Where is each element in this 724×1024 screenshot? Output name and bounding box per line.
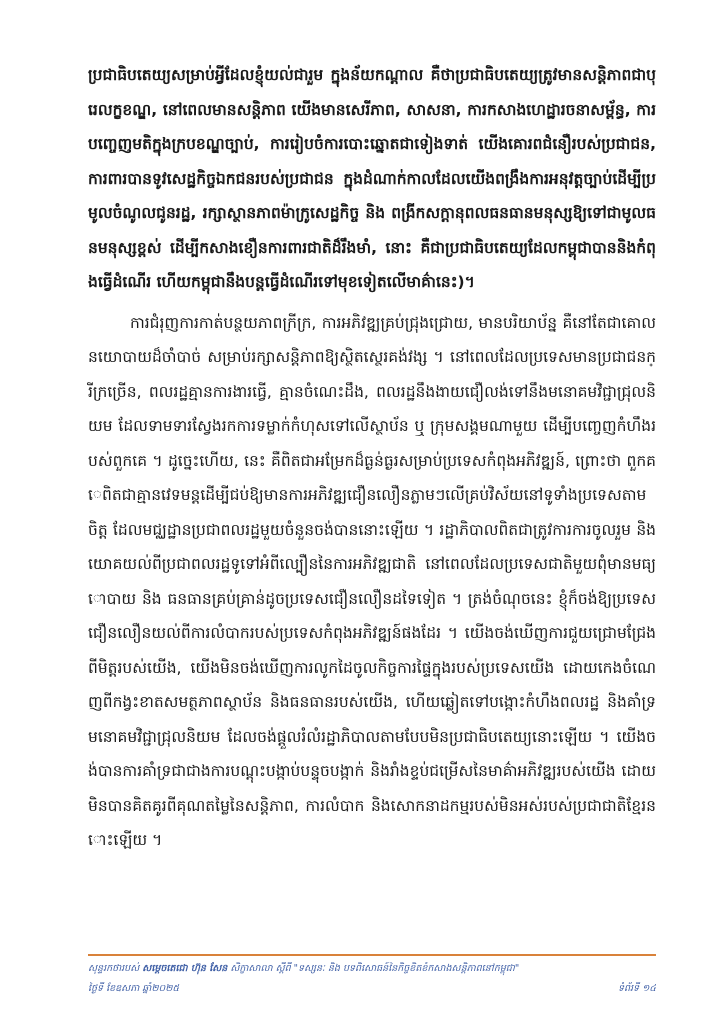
- paragraph-democracy: ប្រជាធិបតេយ្យសម្រាប់អ្វីដែលខ្ញុំយល់ជារួម ក្នុងន័យកណ្តាល គឺថាប្រជាធិបតេយ្យត្រូវមានសន្តិភាពជាបុរេលក្ខខណ្ឌ, នៅពេលមានសន្តិភាព យើងមានសេរីភាព, សាសនា, ការកសាងហេដ្ឋារចនាសម្ព័ន្ធ, ការបញ្ចេញមតិក្នុងក្របខណ្ឌច្បាប់, ការរៀបចំការបោះឆ្នោតជាទៀងទាត់ យើងគោរពជំនឿរបស់ប្រជាជន, ការពារបានទូវសេដ្ឋកិច្ចឯកជនរបស់ប្រជាជន ក្នុងដំណាក់កាលដែលយើងពង្រឹងការអនុវត្តច្បាប់ដើម្បីប្រមូលចំណូលជូនរដ្ឋ, រក្សាស្ថានភាពម៉ាក្រូសេដ្ឋកិច្ច និង ពង្រីកសក្តានុពលធនធានមនុស្សឱ្យទៅជាមូលធនមនុស្សខ្ពស់ ដើម្បីកសាងខឿនការពារជាតិដ៏រឹងមាំ, នោះ គឺជាប្រជាធិបតេយ្យដែលកម្ពុជាបាននិងកំពុងធ្វើដំណើរ ហើយកម្ពុជានឹងបន្តធ្វើដំណើរទៅមុខទៀតលើមាគ៌ានេះ)។: [88, 66, 656, 291]
- footer-divider: [88, 954, 656, 956]
- footer-speaker-name: សម្តេចតេជោ ហ៊ុន សែន: [142, 963, 228, 974]
- page-number: ទំព័រទី ១៤: [617, 983, 656, 994]
- footer-date: ថ្ងៃទី ខែឧសភា ឆ្នាំ២០២៥: [88, 983, 180, 994]
- paragraph-poverty-reduction: ការជំរុញការកាត់បន្ថយភាពក្រីក្រ, ការអភិវឌ្ឍគ្រប់ជ្រុងជ្រោយ, មានបរិយាប័ន្ន គឺនៅតែជាគោលនយោបាយដ៏ចាំបាច់ សម្រាប់រក្សាសន្តិភាពឱ្យស្ថិតស្ថេរគង់វង្ស ។ នៅពេលដែលប្រទេសមានប្រជាជនក្រីក្រច្រើន, ពលរដ្ឋគ្មានការងារធ្វើ, គ្មានចំណេះដឹង, ពលរដ្ឋនឹងងាយជឿលង់ទៅនឹងមនោគមវិជ្ជាជ្រុលនិយម ដែលទាមទារស្វែងរកការទម្លាក់កំហុសទៅលើស្ថាប័ន ឬ ក្រុមសង្គមណាមួយ ដើម្បីបញ្ចេញកំហឹងរបស់ពួកគេ ។ ដូច្នេះហើយ, នេះ គឺពិតជាអម្រែកដ៏ធ្ងន់ធ្ងរសម្រាប់ប្រទេសកំពុងអភិវឌ្ឍន៍, ព្រោះថា ពួកគេពិតជាគ្មានវេទមន្តដើម្បីជប់ឱ្យមានការអភិវឌ្ឍជឿនលឿនភ្លាមៗលើគ្រប់វិស័យនៅទូទាំងប្រទេសតាមចិត្ត ដែលមជ្ឈដ្ឋានប្រជាពលរដ្ឋមួយចំនួនចង់បាននោះឡើយ ។ រដ្ឋាភិបាលពិតជាត្រូវការការចូលរួម និង យោគយល់ពីប្រជាពលរដ្ឋទូទៅអំពីល្បឿននៃការអភិវឌ្ឍជាតិ នៅពេលដែលប្រទេសជាតិមួយពុំមានមធ្យោបាយ និង ធនធានគ្រប់គ្រាន់ដូចប្រទេសជឿនលឿនដទៃទៀត ។ ត្រង់ចំណុចនេះ ខ្ញុំក៏ចង់ឱ្យប្រទេសជឿនលឿនយល់ពីការលំបាករបស់ប្រទេសកំពុងអភិវឌ្ឍន៍ផងដែរ ។ យើងចង់ឃើញការជួយជ្រោមជ្រែងពីមិត្តរបស់យើង, យើងមិនចង់ឃើញការលូកដៃចូលកិច្ចការផ្ទៃក្នុងរបស់ប្រទេសយើង ដោយកេងចំណេញពីកង្វះខាតសមត្ថភាពស្ថាប័ន និងធនធានរបស់យើង, ហើយឆ្លៀតទៅបង្កោះកំហឹងពលរដ្ឋ និងគាំទ្រមនោគមវិជ្ជាជ្រុលនិយម ដែលចង់ផ្តួលរំលំរដ្ឋាភិបាលតាមបែបមិនប្រជាធិបតេយ្យនោះឡើយ ។ យើងចង់បានការគាំទ្រជាជាងការបណ្តុះបង្កាប់បន្ទុចបង្កាក់ និងរាំងខ្ទប់ជម្រើសនៃមាគ៌ាអភិវឌ្ឍរបស់យើង ដោយមិនបានគិតគូរពីគុណតម្លៃនៃសន្តិភាព, ការលំបាក និងសោកនាដកម្មរបស់មិនអស់របស់ប្រជាជាតិខ្មែរនោះឡើយ ។: [88, 313, 656, 849]
- document-body: [88, 58, 656, 858]
- footer-event-title: សិក្ខាសាលា ស្តីពី "ទស្សនៈ និង បទពិសោធន៍នៃកិច្ចខិតខំកសាងសន្តិភាពនៅកម្ពុជា": [230, 963, 520, 974]
- footer-meta-line: [88, 982, 656, 996]
- footer-prefix: សុន្ទរកថារបស់: [88, 963, 140, 974]
- footer-source-line: [88, 962, 656, 976]
